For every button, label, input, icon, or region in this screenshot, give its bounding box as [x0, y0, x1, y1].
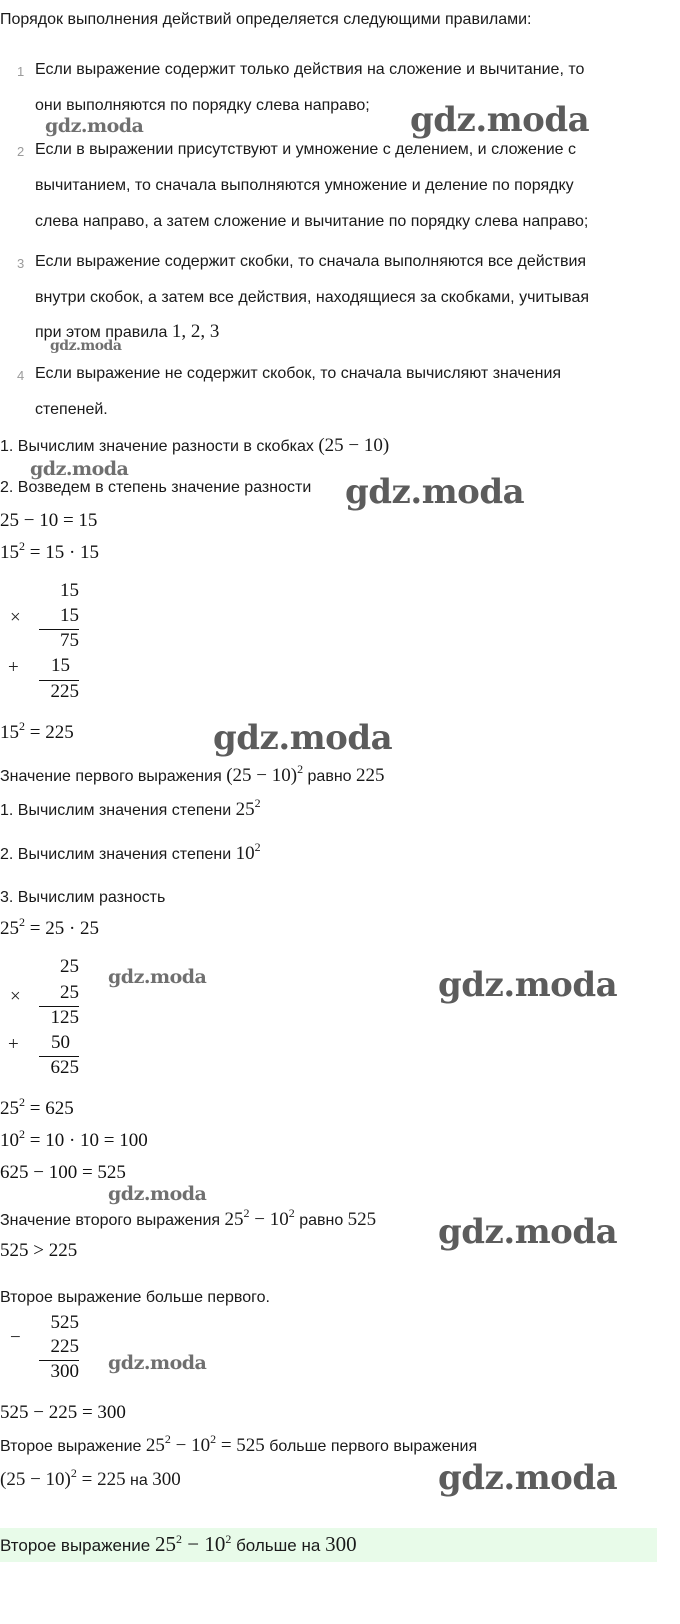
sub-minuend: 525	[50, 1312, 79, 1333]
part1-eq1: 25 − 10 = 15	[0, 510, 98, 531]
mult-result: 225	[39, 680, 79, 703]
comparison-text: Второе выражение больше первого.	[0, 1289, 270, 1306]
watermark-logo: gdz.moda	[108, 1183, 207, 1205]
rule-number: 4	[17, 368, 25, 383]
rule-2-line-2: вычитанием, то сначала выполняются умножение и деление по порядку	[35, 177, 574, 194]
rule-2-line-1: Если в выражении присутствуют и умножение с делением, и сложение с	[35, 141, 577, 158]
mult-partial-2: 50	[51, 1032, 70, 1053]
mult-operand-a: 15	[60, 580, 79, 601]
rule-3-line-2: внутри скобок, а затем все действия, находящиеся за скобками, учитывая	[35, 289, 590, 306]
answer-text: Второе выражение $25^2 - 10^2$ больше на 300	[0, 1532, 357, 1556]
part2-step3: 3. Вычислим разность	[0, 889, 166, 906]
part2-eq3: $10^2 = 10 \cdot 10 = 100$	[0, 1127, 148, 1151]
final-line-2: $(25 - 10)^2 = 225$ на 300	[0, 1466, 181, 1490]
plus-sign: +	[8, 657, 19, 678]
watermark-logo: gdz.moda	[108, 966, 207, 988]
rule-number: 3	[17, 256, 25, 271]
watermark-logo: gdz.moda	[410, 100, 590, 140]
watermark-logo: gdz.moda	[438, 965, 618, 1005]
part2-eq1: $25^2 = 25 \cdot 25$	[0, 915, 100, 939]
part2-step1: 1. Вычислим значения степени $25^2$	[0, 796, 261, 820]
rule-3-line-1: Если выражение содержит скобки, то сначала выполняются все действия	[35, 253, 587, 270]
watermark-logo: gdz.moda	[438, 1212, 618, 1252]
minus-sign: −	[10, 1327, 21, 1348]
mult-partial-2: 15	[51, 655, 70, 676]
part1-step2: 2. Возведем в степень значение разности	[0, 479, 312, 496]
rule-number: 2	[17, 144, 25, 159]
watermark-logo: gdz.moda	[213, 718, 393, 758]
rule-1-line-1: Если выражение содержит только действия на сложение и вычитание, то	[35, 61, 585, 78]
watermark-logo: gdz.moda	[438, 1458, 618, 1498]
part1-conclusion: Значение первого выражения $(25 - 10)^2$ равно 225	[0, 762, 385, 786]
final-line-1: Второе выражение $25^2 - 10^2 = 525$ больше первого выражения	[0, 1432, 478, 1456]
mult-operand-a: 25	[60, 956, 79, 977]
part2-step2: 2. Вычислим значения степени $10^2$	[0, 840, 261, 864]
intro-text: Порядок выполнения действий определяется следующими правилами:	[0, 11, 532, 28]
mult-operand-b: 25	[60, 982, 79, 1003]
comparison-eq: 525 − 225 = 300	[0, 1402, 126, 1423]
part1-eq3: $15^2 = 225$	[0, 719, 74, 743]
rule-4-line-1: Если выражение не содержит скобок, то сначала вычисляют значения	[35, 365, 562, 382]
part2-eq4: 625 − 100 = 525	[0, 1162, 126, 1183]
part1-eq2: $15^2 = 15 \cdot 15$	[0, 539, 100, 563]
sub-subtrahend: 225	[50, 1336, 79, 1357]
mult-partial-1: 75	[39, 629, 79, 652]
mult-partial-1: 125	[39, 1006, 79, 1029]
sub-result: 300	[39, 1360, 79, 1383]
watermark-logo: gdz.moda	[345, 472, 525, 512]
plus-sign: +	[8, 1034, 19, 1055]
part2-conclusion: Значение второго выражения $25^2 - 10^2$ равно 525	[0, 1206, 377, 1230]
times-sign: ×	[10, 607, 21, 628]
part1-step1: 1. Вычислим значение разности в скобках (25 − 10)	[0, 435, 390, 456]
times-sign: ×	[10, 986, 21, 1007]
rule-4-line-2: степеней.	[35, 401, 108, 418]
comparison-inequality: 525 > 225	[0, 1240, 78, 1261]
part2-eq2: $25^2 = 625$	[0, 1095, 74, 1119]
mult-operand-b: 15	[60, 605, 79, 626]
watermark-logo: gdz.moda	[30, 458, 129, 480]
rule-number: 1	[17, 64, 25, 79]
watermark-logo: gdz.moda	[45, 115, 144, 137]
rule-3-line-3: при этом правила 1, 2, 3	[35, 321, 220, 342]
rule-1-line-2: они выполняются по порядку слева направо;	[35, 97, 370, 114]
rule-2-line-3: слева направо, а затем сложение и вычитание по порядку слева направо;	[35, 213, 589, 230]
watermark-logo: gdz.moda	[108, 1352, 207, 1374]
mult-result: 625	[39, 1056, 79, 1079]
watermark-logo: gdz.moda	[50, 338, 122, 354]
